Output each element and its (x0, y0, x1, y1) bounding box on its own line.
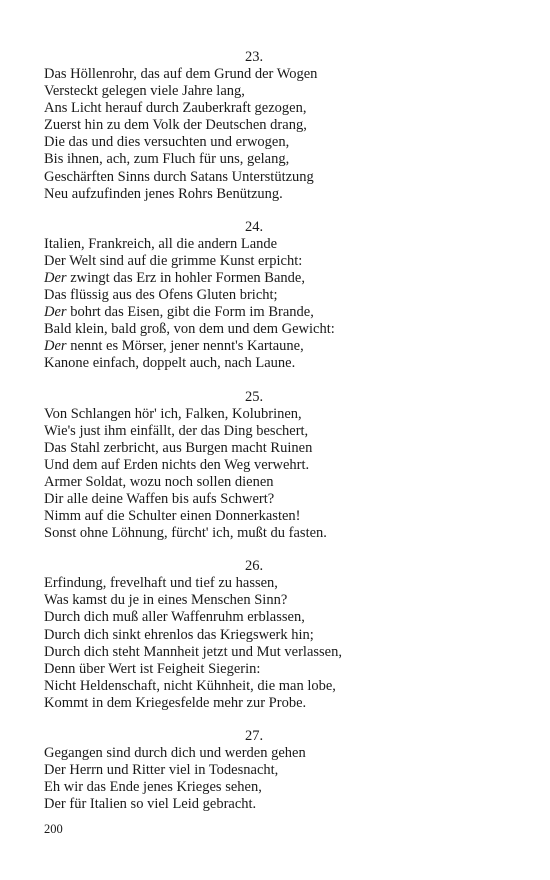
stanza (44, 389, 464, 543)
verse-line-text: Das Höllenrohr, das auf dem Grund der Wogen (44, 66, 318, 82)
verse-line (44, 474, 464, 491)
verse-line-text: Versteckt gelegen viele Jahre lang, (44, 83, 245, 100)
stanza-number: 26. (244, 558, 264, 575)
verse-line-text: Und dem auf Erden nichts den Weg verwehrt. (44, 456, 310, 473)
stanza (44, 49, 464, 203)
verse-line (44, 661, 464, 678)
verse-line-text: bohrt das Eisen, gibt die Form im Brande, (66, 304, 314, 321)
verse-line-text: Dir alle deine Waffen bis aufs Schwert? (44, 490, 275, 507)
verse-line-text: Neu aufzufinden jenes Rohrs Benützung. (44, 185, 283, 202)
verse-line-text: zwingt das Erz in hohler Formen Bande, (66, 269, 305, 286)
stanza (44, 219, 464, 373)
verse-line (44, 406, 464, 423)
verse-line (44, 338, 464, 355)
verse-line-text: Kommt in dem Kriegesfelde mehr zur Probe. (44, 694, 307, 711)
verse-line-text: Nimm auf die Schulter einen Donnerkasten! (44, 508, 301, 525)
verse-line-text: Gegangen sind durch dich und werden gehen (44, 745, 306, 761)
verse-line-text: Geschärften Sinns durch Satans Unterstützung (44, 168, 314, 185)
verse-line-text: Wie's just ihm einfällt, der das Ding beschert, (44, 422, 309, 439)
verse-line-text: Von Schlangen hör' ich, Falken, Kolubrinen, (44, 405, 302, 422)
stanza-number: 24. (244, 218, 264, 235)
stanza-number: 27. (244, 728, 264, 744)
verse-line-text: Armer Soldat, wozu noch sollen dienen (44, 473, 274, 490)
verse-line (44, 627, 464, 644)
verse-line (44, 186, 464, 203)
verse-line-text: Durch dich sinkt ehrenlos das Kriegswerk hin; (44, 626, 314, 643)
verse-line-text: Durch dich steht Mannheit jetzt und Mut verlassen, (44, 643, 342, 660)
verse-line-text: Zuerst hin zu dem Volk der Deutschen drang, (44, 117, 307, 134)
verse-line-text: Der Welt sind auf die grimme Kunst erpicht: (44, 252, 303, 269)
verse-line-text: Was kamst du je in eines Menschen Sinn? (44, 592, 288, 609)
verse-line-emphasis: Der (44, 338, 67, 355)
verse-line (44, 440, 464, 457)
stanza (44, 558, 464, 712)
verse-line (44, 695, 464, 712)
poem-page (44, 49, 464, 829)
verse-line (44, 609, 464, 626)
verse-line (44, 66, 464, 83)
verse-line (44, 592, 464, 609)
verse-line (44, 287, 464, 304)
verse-line-text: Nicht Heldenschaft, nicht Kühnheit, die man lobe, (44, 677, 336, 694)
verse-line (44, 253, 464, 270)
verse-line-text: Der Herrn und Ritter viel in Todesnacht, (44, 762, 279, 779)
verse-line (44, 644, 464, 661)
verse-line-text: Das flüssig aus des Ofens Gluten bricht; (44, 287, 278, 304)
verse-line-text: Das Stahl zerbricht, aus Burgen macht Ruinen (44, 439, 313, 456)
verse-line-text: Ans Licht herauf durch Zauberkraft gezogen, (44, 100, 307, 117)
verse-line (44, 270, 464, 287)
verse-line (44, 117, 464, 134)
verse-line (44, 355, 464, 372)
verse-line-text: nennt es Mörser, jener nennt's Kartaune, (66, 338, 304, 355)
verse-line-text: Erfindung, frevelhaft und tief zu hassen, (44, 575, 278, 592)
verse-line-text: Bis ihnen, ach, zum Fluch für uns, gelang, (44, 151, 290, 168)
verse-line (44, 100, 464, 117)
verse-line (44, 491, 464, 508)
verse-line (44, 745, 464, 762)
verse-line-text: Kanone einfach, doppelt auch, nach Laune. (44, 355, 296, 372)
verse-line (44, 796, 464, 813)
verse-line-text: Italien, Frankreich, all die andern Lande (44, 235, 278, 252)
verse-line (44, 304, 464, 321)
verse-line (44, 678, 464, 695)
verse-line (44, 151, 464, 168)
verse-line-text: Bald klein, bald groß, von dem und dem Gewicht: (44, 321, 335, 338)
verse-line (44, 236, 464, 253)
verse-line (44, 423, 464, 440)
verse-line-emphasis: Der (44, 304, 67, 321)
verse-line (44, 321, 464, 338)
verse-line (44, 525, 464, 542)
verse-line-text: Eh wir das Ende jenes Krieges sehen, (44, 779, 262, 796)
verse-line (44, 779, 464, 796)
verse-line (44, 169, 464, 186)
stanza-number: 25. (244, 388, 264, 405)
verse-line (44, 575, 464, 592)
verse-line (44, 134, 464, 151)
stanza (44, 728, 464, 813)
stanza-number: 23. (244, 49, 264, 65)
verse-line-text: Durch dich muß aller Waffenruhm erblassen, (44, 609, 305, 626)
verse-line (44, 457, 464, 474)
page-number: 200 (44, 822, 63, 836)
verse-line-text: Sonst ohne Löhnung, fürcht' ich, mußt du fasten. (44, 525, 327, 542)
verse-line (44, 508, 464, 525)
verse-line (44, 762, 464, 779)
verse-line-text: Denn über Wert ist Feigheit Siegerin: (44, 660, 261, 677)
verse-line-text: Die das und dies versuchten und erwogen, (44, 134, 290, 151)
verse-line-emphasis: Der (44, 269, 67, 286)
verse-line (44, 83, 464, 100)
verse-line-text: Der für Italien so viel Leid gebracht. (44, 796, 257, 813)
